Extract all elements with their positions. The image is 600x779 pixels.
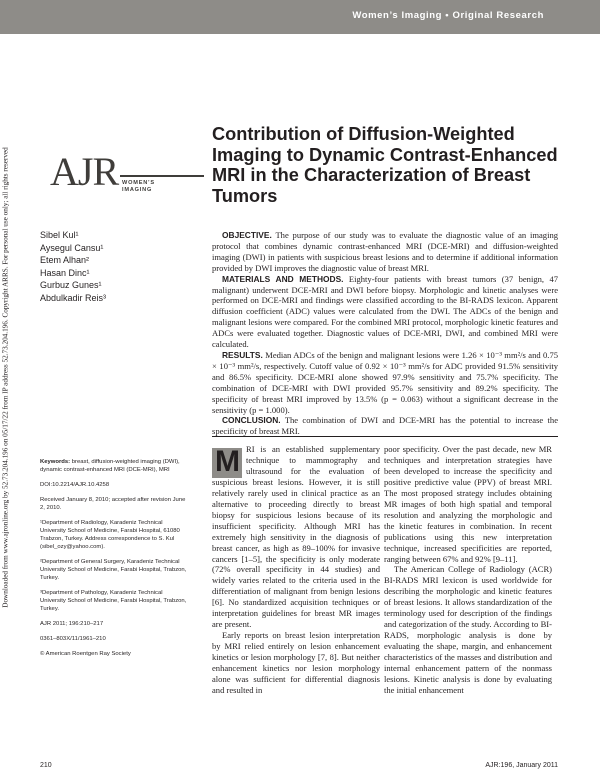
body-column-2 xyxy=(384,444,552,696)
journal-logo xyxy=(44,149,204,202)
logo-tagline xyxy=(122,180,155,193)
article-metadata xyxy=(40,458,190,665)
section-header-bar xyxy=(0,0,600,34)
author: Etem Alhan² xyxy=(40,255,90,266)
received-date: Received January 8, 2010; accepted after revision June 2, 2010. xyxy=(40,497,186,511)
affiliation-2: ²Department of General Surgery, Karadeniz Technical University School of Medicine, Farabi Hospital, Trabzon, Turkey. xyxy=(40,559,187,581)
body-paragraph: poor specificity. Over the past decade, new MR techniques and interpretation strategies have been developed to increase the specificity and positive predictive value (PPV) of breast MRI. The most proposed strategy includes obtaining MR images of both high spatial and temporal resolution and analyzing the morphologic and the kinetic features in combination. In recent publications using this new interpretation technique, increased specificities are reported, ranging between 67% and 92% [9–11]. xyxy=(384,444,552,564)
page-number: 210 xyxy=(40,762,52,769)
author: Aysegul Cansu¹ xyxy=(40,242,104,253)
body-paragraph: Early reports on breast lesion interpretation by MRI relied entirely on lesion enhancement kinetics or lesion morphology [7, 8]. But neither enhancement kinetics nor lesion morphology alone was sufficient for differential diagnosis and resulted in xyxy=(212,630,380,695)
drop-cap-spacer xyxy=(212,444,246,474)
methods-heading: MATERIALS AND METHODS. xyxy=(222,273,344,284)
issn: 0361–803X/11/1961–210 xyxy=(40,636,106,642)
citation: AJR 2011; 196:210–217 xyxy=(40,621,104,627)
author: Abdulkadir Reis³ xyxy=(40,292,107,303)
section-label: Women’s Imaging • Original Research xyxy=(352,10,544,21)
keywords-text: breast, diffusion-weighted imaging (DWI), dynamic contrast-enhanced MRI (DCE-MRI), MRI xyxy=(40,459,180,473)
abstract-divider xyxy=(212,436,558,437)
download-notice xyxy=(0,110,12,650)
logo-letters: AJR xyxy=(50,149,119,194)
conclusion-heading: CONCLUSION. xyxy=(222,415,281,426)
abstract-methods xyxy=(212,274,558,350)
affiliation-1: ¹Department of Radiology, Karadeniz Technical University School of Medicine, Farabi Hospital, 61080 Trabzon, Turkey. Address correspondence to S. Kul (sibel_ozy@yahoo.com). xyxy=(40,520,180,550)
abstract-objective xyxy=(212,230,558,274)
download-notice-text: Downloaded from www.ajronline.org by 52.73.204.196 on 05/17/22 from IP address 52.73.204.196. Copyright ARRS. For personal use only; all rights reserved xyxy=(1,147,10,608)
keywords-label: Keywords: xyxy=(40,459,71,465)
logo-tagline-line2: IMAGING xyxy=(122,186,153,193)
author: Sibel Kul¹ xyxy=(40,230,79,240)
methods-text: Eighty-four patients with breast tumors (37 benign, 47 malignant) underwent DCE-MRI and DWI before biopsy. Morphologic and kinetic analyses were performed on DCE-MRI and findings were classified according to the BI-RADS lexicon. Apparent diffusion coefficient (ADC) values were calculated from the DWI. The ADCs of the benign and malignant lesions were compared. For the combined MRI protocol, morphologic kinetic features and ADCs were evaluated together. Diagnostic values of DCE-MRI, DWI, and combined MRI were calculated. xyxy=(212,273,558,350)
doi: DOI:10.2214/AJR.10.4258 xyxy=(40,482,110,488)
results-text: Median ADCs of the benign and malignant lesions were 1.26 × 10⁻³ mm²/s and 0.75 × 10⁻³ mm²/s, respectively. Cutoff value of 0.92 × 10⁻³ mm²/s for ADC provided 91.5% sensitivity and 86.5% specificity. DCE-MRI alone showed 97.9% sensitivity and 75.7% specificity. The combination of DCE-MRI with DWI provided 95.7% sensitivity and 89.2% specificity. The specificity of breast MRI improved by 13.5% (p = 0.063) without a significant decrease in the sensitivity (p = 1.000). xyxy=(212,349,558,415)
author-list xyxy=(40,229,160,305)
author: Gurbuz Gunes¹ xyxy=(40,280,102,291)
objective-text: The purpose of our study was to evaluate the diagnostic value of an imaging protocol that combines dynamic contrast-enhanced MRI (DCE-MRI) and diffusion-weighted imaging (DWI) in patients with suspicious breast lesions and to determine if additional information provided by DWI improves the diagnostic value of breast MRI. xyxy=(212,230,558,273)
body-paragraph: The American College of Radiology (ACR) BI-RADS MRI lexicon is used worldwide for describing the morphologic and kinetic features of breast lesions. It allows standardization of the terminology used for description of the findings and categorization of the study. According to BI-RADS, morphologic analysis is done by evaluating the shape, margin, and enhancement characteristics of the masses and distribution and internal enhancement pattern of the nonmass lesions. Kinetic analysis is done by evaluating the initial enhancement xyxy=(384,564,552,695)
journal-issue: AJR:196, January 2011 xyxy=(485,762,558,769)
article-title: Contribution of Diffusion-Weighted Imaging to Dynamic Contrast-Enhanced MRI in the Characterization of Breast Tumors xyxy=(212,124,558,206)
affiliation-3: ³Department of Pathology, Karadeniz Technical University School of Medicine, Farabi Hospital, Trabzon, Turkey. xyxy=(40,590,187,612)
body-paragraph xyxy=(212,444,380,630)
drop-cap-letter: M xyxy=(215,445,240,478)
abstract xyxy=(212,230,558,437)
objective-heading: OBJECTIVE. xyxy=(222,230,272,240)
abstract-conclusion xyxy=(212,415,558,437)
body-column-1 xyxy=(212,444,380,696)
copyright: © American Roentgen Ray Society xyxy=(40,651,131,657)
logo-swoosh xyxy=(120,175,204,177)
logo-tagline-line1: WOMEN’S xyxy=(122,180,155,186)
keywords xyxy=(40,458,190,474)
results-heading: RESULTS. xyxy=(222,349,263,360)
conclusion-text: The combination of DWI and DCE-MRI has the potential to increase the specificity of breast MRI. xyxy=(212,415,558,437)
body-text: RI is an established supplementary technique to mammography and ultrasound for the evaluation of suspicious breast lesions. However, it is still relatively rarely used in clinical practice as an alternative to proceeding directly to breast biopsy for suspicious lesions because of its insufficient specificity. Although MRI has extremely high sensitivity in the diagnosis of breast cancer, as high as 89–100% for invasive cancers [1–5], the specificity is only moderate (72% overall specificity in 44 studies) and widely varies related to the criteria used in the differentiation of malignant from benign lesions [6]. No standardized acquisition techniques or interpretation guidelines for breast MR images are present. xyxy=(212,444,380,630)
author: Hasan Dinc¹ xyxy=(40,267,90,278)
abstract-results xyxy=(212,350,558,415)
